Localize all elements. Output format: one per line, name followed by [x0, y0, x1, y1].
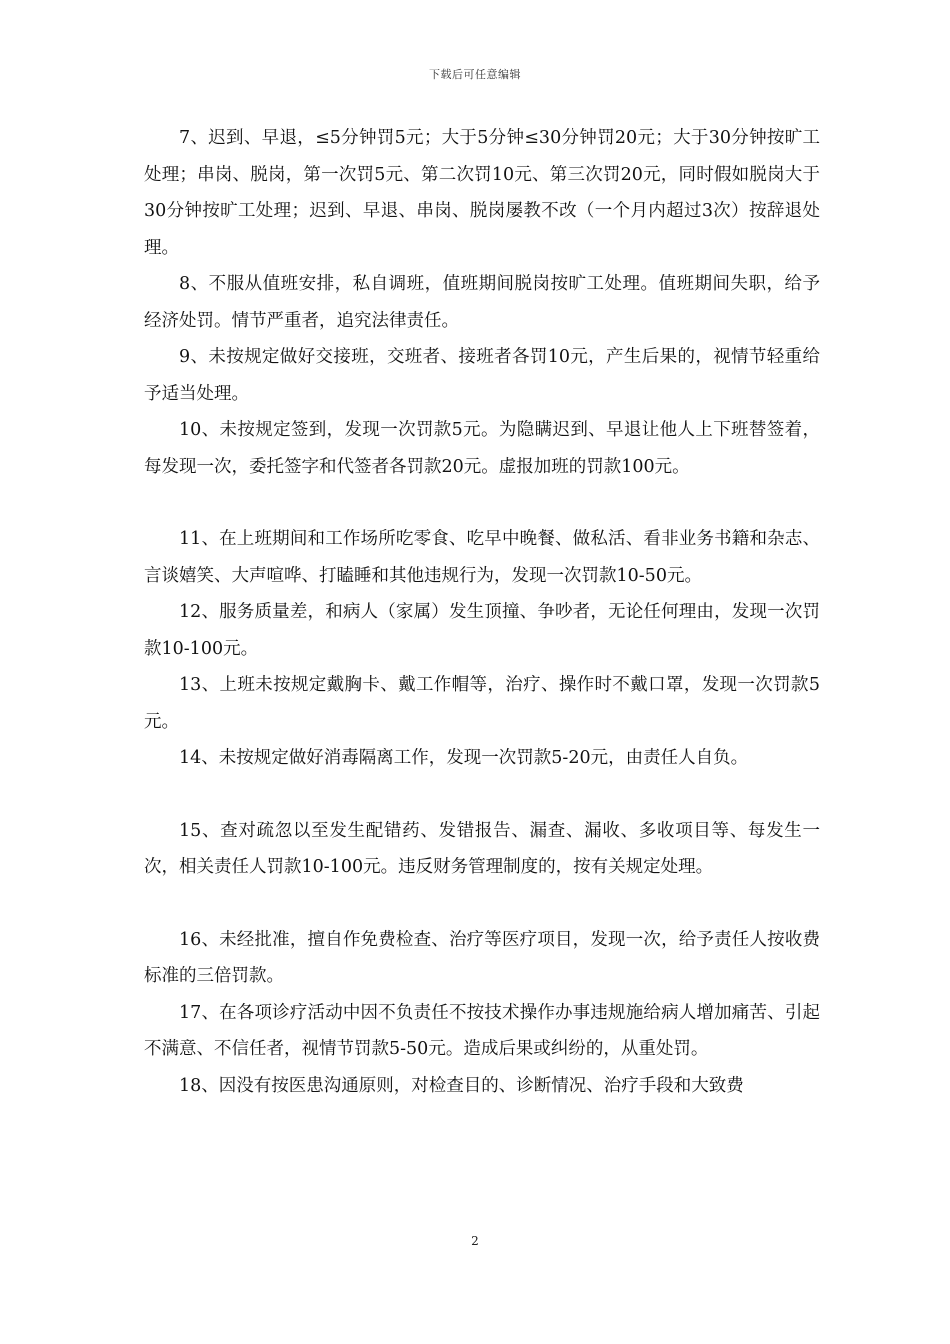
document-body: [144, 120, 820, 1104]
clause-10: 10、未按规定签到，发现一次罚款5元。为隐瞒迟到、早退让他人上下班替签着，每发现一次，委托签字和代签者各罚款20元。虚报加班的罚款100元。: [144, 420, 820, 477]
clause-8: 8、不服从值班安排，私自调班，值班期间脱岗按旷工处理。值班期间失职，给予经济处罚。情节严重者，追究法律责任。: [144, 274, 820, 331]
clause-12: 12、服务质量差，和病人（家属）发生顶撞、争吵者，无论任何理由，发现一次罚款10-100元。: [144, 602, 820, 659]
clause-7: 7、迟到、早退，≤5分钟罚5元；大于5分钟≤30分钟罚20元；大于30分钟按旷工处理；串岗、脱岗，第一次罚5元、第二次罚10元、第三次罚20元，同时假如脱岗大于30分钟按旷工处理；迟到、早退、串岗、脱岗屡教不改（一个月内超过3次）按辞退处理。: [144, 128, 820, 258]
page-number: 2: [471, 1234, 479, 1248]
clause-13: 13、上班未按规定戴胸卡、戴工作帽等，治疗、操作时不戴口罩，发现一次罚款5元。: [144, 675, 820, 732]
clause-14: 14、未按规定做好消毒隔离工作，发现一次罚款5-20元，由责任人自负。: [179, 748, 749, 768]
clause-18: 18、因没有按医患沟通原则，对检查目的、诊断情况、治疗手段和大致费: [179, 1075, 744, 1096]
clause-9: 9、未按规定做好交接班，交班者、接班者各罚10元，产生后果的，视情节轻重给予适当处理。: [144, 347, 820, 404]
paragraph-spacer: [144, 485, 820, 521]
page-header-note: 下载后可任意编辑: [429, 68, 521, 81]
clause-16: 16、未经批准，擅自作免费检查、治疗等医疗项目，发现一次，给予责任人按收费标准的三倍罚款。: [144, 929, 820, 986]
clause-15: 15、查对疏忽以至发生配错药、发错报告、漏查、漏收、多收项目等、每发生一次，相关责任人罚款10-100元。违反财务管理制度的，按有关规定处理。: [144, 820, 820, 877]
clause-17: 17、在各项诊疗活动中因不负责任不按技术操作办事违规施给病人增加痛苦、引起不满意、不信任者，视情节罚款5-50元。造成后果或纠纷的，从重处罚。: [144, 1002, 820, 1059]
clause-11: 11、在上班期间和工作场所吃零食、吃早中晚餐、做私活、看非业务书籍和杂志、言谈嬉笑、大声喧哗、打瞌睡和其他违规行为，发现一次罚款10-50元。: [144, 529, 820, 586]
paragraph-spacer: [144, 886, 820, 922]
paragraph-spacer: [144, 777, 820, 813]
